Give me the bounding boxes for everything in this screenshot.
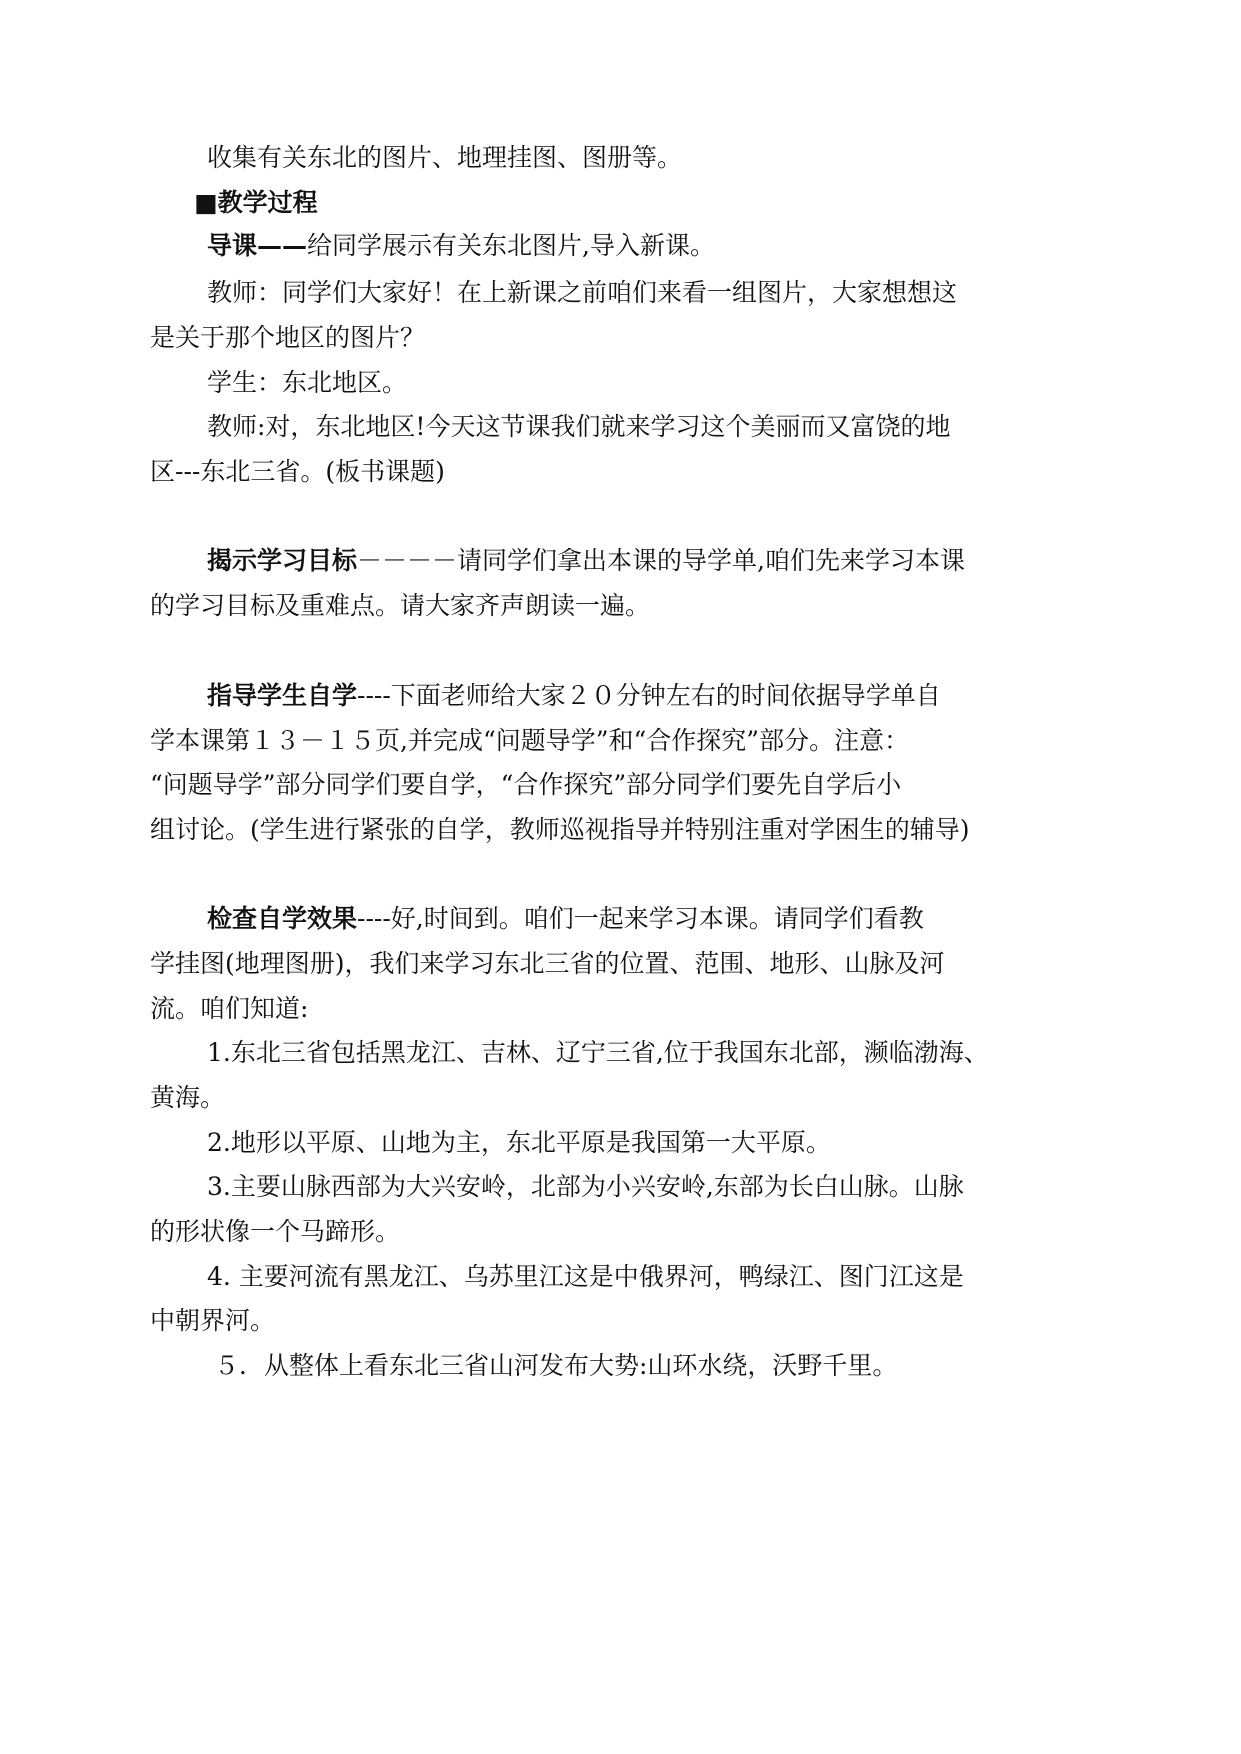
point-3-line-1: 3.主要山脉西部为大兴安岭，北部为小兴安岭,东部为长白山脉。山脉 — [207, 1172, 964, 1201]
point-4-line-1: 4. 主要河流有黑龙江、乌苏里江这是中俄界河，鸭绿江、图门江这是 — [207, 1262, 964, 1291]
section-heading: ■教学过程 — [194, 188, 318, 217]
guide-line-1: ----下面老师给大家２０分钟左右的时间依据导学单自 — [357, 681, 941, 710]
check-label: 检查自学效果 — [207, 904, 358, 933]
guide-paragraph — [207, 676, 1090, 716]
point-1-line-2: 黄海。 — [150, 1083, 226, 1112]
check-paragraph — [207, 899, 1090, 939]
intro-text: 给同学展示有关东北图片,导入新课。 — [307, 231, 715, 260]
goals-line-1: －－－－请同学们拿出本课的导学单,咱们先来学习本课 — [357, 546, 965, 575]
goals-label: 揭示学习目标 — [207, 546, 358, 575]
guide-line-3: “问题导学”部分同学们要自学，“合作探究”部分同学们要先自学后小 — [150, 770, 902, 799]
teacher2-line-2: 区---东北三省。(板书课题) — [150, 457, 445, 486]
goals-line-2: 的学习目标及重难点。请大家齐声朗读一遍。 — [150, 591, 651, 620]
point-5: ５．从整体上看东北三省山河发布大势:山环水绕，沃野千里。 — [214, 1351, 898, 1380]
point-1-line-1: 1.东北三省包括黑龙江、吉林、辽宁三省,位于我国东北部，濒临渤海、 — [207, 1038, 989, 1067]
point-2: 2.地形以平原、山地为主，东北平原是我国第一大平原。 — [207, 1128, 831, 1157]
goals-paragraph — [207, 541, 1090, 581]
guide-label: 指导学生自学 — [207, 681, 358, 710]
materials-text: 收集有关东北的图片、地理挂图、图册等。 — [207, 143, 683, 172]
check-line-1: ----好,时间到。咱们一起来学习本课。请同学们看教 — [357, 904, 924, 933]
guide-line-2: 学本课第１３－１５页,并完成“问题导学”和“合作探究”部分。注意： — [150, 726, 910, 755]
intro-label: 导课—— — [207, 231, 308, 260]
teacher-line-1: 教师：同学们大家好！在上新课之前咱们来看一组图片，大家想想这 — [207, 278, 958, 307]
guide-line-4: 组讨论。(学生进行紧张的自学，教师巡视指导并特别注重对学困生的辅导) — [150, 815, 970, 844]
check-line-3: 流。咱们知道: — [150, 994, 309, 1023]
check-line-2: 学挂图(地理图册)，我们来学习东北三省的位置、范围、地形、山脉及河 — [150, 949, 945, 978]
point-3-line-2: 的形状像一个马蹄形。 — [150, 1217, 401, 1246]
teacher-line-2: 是关于那个地区的图片？ — [150, 323, 426, 352]
student-line: 学生：东北地区。 — [207, 368, 408, 397]
intro-paragraph — [207, 226, 1090, 266]
teacher2-line-1: 教师:对，东北地区!今天这节课我们就来学习这个美丽而又富饶的地 — [207, 412, 951, 441]
point-4-line-2: 中朝界河。 — [150, 1306, 276, 1335]
